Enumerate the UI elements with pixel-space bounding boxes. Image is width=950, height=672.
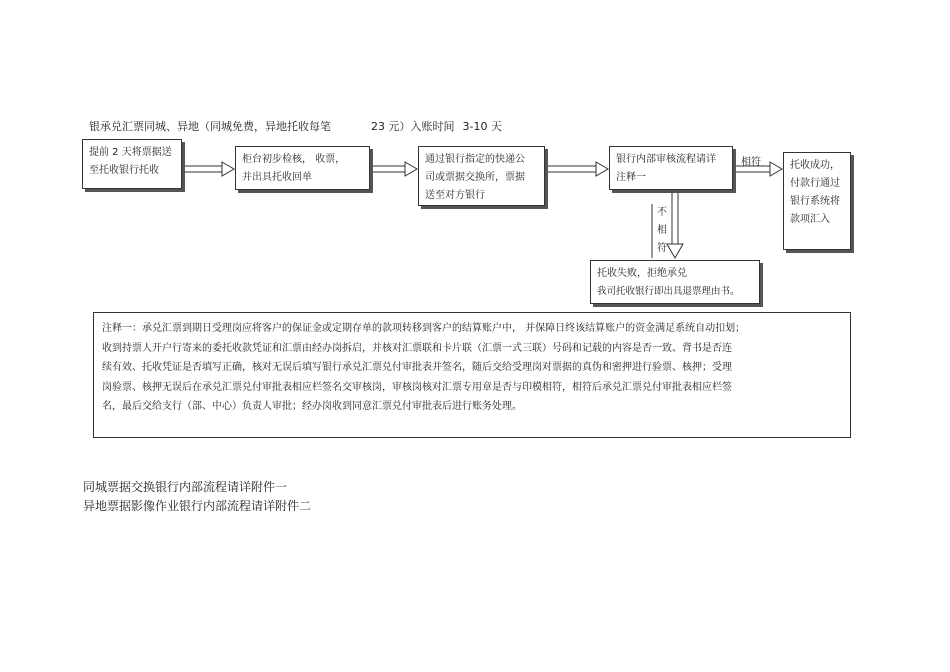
step-courier-box bbox=[418, 146, 545, 206]
header-amount: 23 元）入账时间 bbox=[371, 120, 455, 133]
step4-line2: 注释一 bbox=[616, 172, 646, 183]
note-line-3: 续有效、托收凭证是否填写正确，核对无误后填写银行承兑汇票兑付审批表并签名，随后交给受理岗对票据的真伪和密押进行验票、核押；受理 bbox=[102, 362, 732, 373]
step1-line1: 提前 2 天将票据送 bbox=[89, 147, 172, 158]
arrow-1-2 bbox=[183, 162, 234, 176]
step3-line2: 司或票据交换所，票据 bbox=[425, 172, 525, 183]
step-success-box bbox=[783, 152, 851, 250]
match-label: 相符 bbox=[741, 157, 761, 168]
header-part1: 银承兑汇票同城、异地（同城免费，异地托收每笔 bbox=[89, 120, 331, 133]
step5-line2: 付款行通过 bbox=[790, 178, 840, 189]
arrow-4-failure bbox=[667, 190, 683, 258]
note-line-5: 名，最后交给支行（部、中心）负责人审批；经办岗收到同意汇票兑付审批表后进行账务处理。 bbox=[102, 401, 522, 412]
step2-line2: 并出具托收回单 bbox=[242, 172, 312, 183]
failure-line2: 我司托收银行即出具退票理由书。 bbox=[597, 286, 740, 297]
footer-line-2: 异地票据影像作业银行内部流程请详附件二 bbox=[83, 499, 312, 513]
step3-line3: 送至对方银行 bbox=[425, 190, 485, 201]
step5-line4: 款项汇入 bbox=[790, 214, 830, 225]
footer-line-1: 同城票据交换银行内部流程请详附件一 bbox=[83, 480, 288, 494]
failure-box bbox=[590, 260, 760, 304]
note-line-1: 注释一：承兑汇票到期日受理岗应将客户的保证金或定期存单的款项转移到客户的结算账户中， 并保障日终该结算账户的资金满足系统自动扣划； bbox=[102, 323, 746, 334]
step3-line1: 通过银行指定的快递公 bbox=[425, 154, 525, 165]
note-box bbox=[93, 312, 851, 438]
header-days: 3-10 天 bbox=[462, 120, 502, 133]
step4-line1: 银行内部审核流程请详 bbox=[616, 154, 716, 165]
step-counter-box bbox=[235, 146, 370, 190]
step5-line1: 托收成功， bbox=[790, 160, 840, 171]
failure-line1: 托收失败，拒绝承兑 bbox=[597, 268, 687, 279]
mismatch-char-2: 相 bbox=[657, 225, 667, 236]
note-line-2: 收到持票人开户行寄来的委托收款凭证和汇票由经办岗拆启，并核对汇票联和卡片联（汇票一式三联）号码和记载的内容是否一致、背书是否连 bbox=[102, 342, 732, 354]
mismatch-label bbox=[656, 204, 668, 258]
step1-line2: 至托收银行托收 bbox=[89, 165, 159, 176]
step5-line3: 银行系统将 bbox=[790, 196, 840, 207]
arrow-3-4 bbox=[546, 162, 608, 176]
step-submit-box bbox=[82, 139, 182, 189]
step2-line1: 柜台初步检核， 收票， bbox=[242, 154, 346, 165]
step-review-box bbox=[609, 146, 733, 190]
arrow-2-3 bbox=[371, 162, 417, 176]
note-line-4: 岗验票、核押无误后在承兑汇票兑付审批表相应栏签名交审核岗，审核岗核对汇票专用章是否与印模相符，相符后承兑汇票兑付审批表相应栏签 bbox=[102, 381, 732, 393]
mismatch-char-1: 不 bbox=[657, 207, 667, 218]
mismatch-char-3: 符 bbox=[657, 243, 667, 254]
